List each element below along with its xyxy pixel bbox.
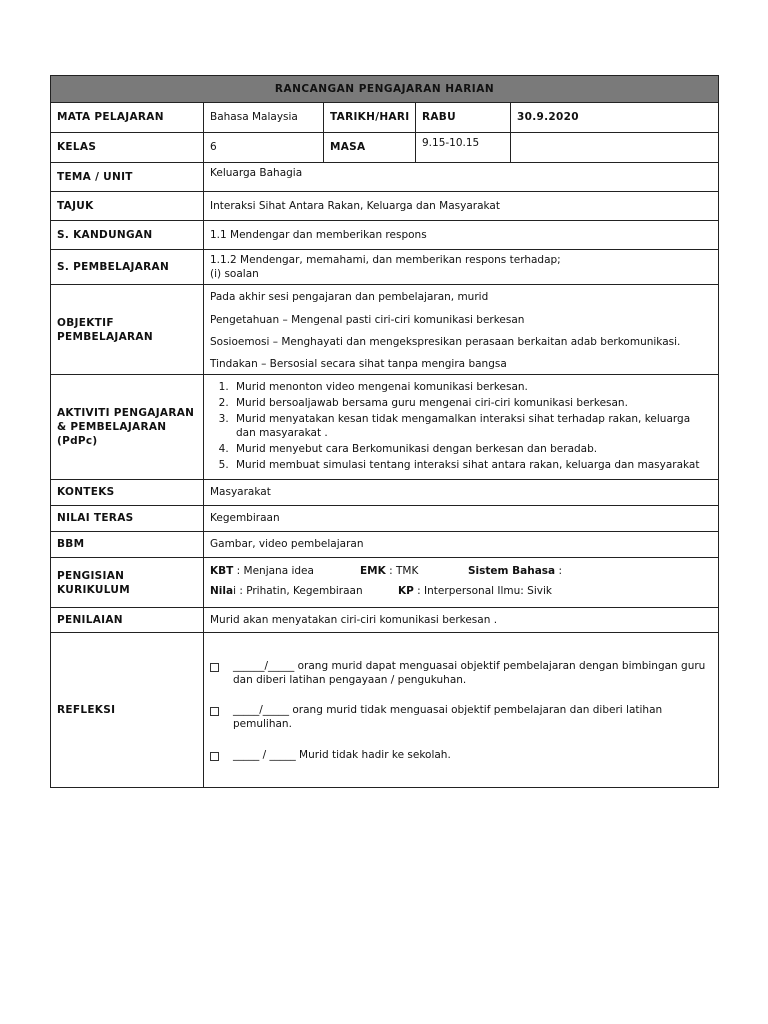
s-pembelajaran-line-2: (i) soalan xyxy=(210,268,259,281)
s-kandungan-value: 1.1 Mendengar dan memberikan respons xyxy=(204,221,719,250)
s-kandungan-label: S. KANDUNGAN xyxy=(51,221,204,250)
kp-label: KP xyxy=(398,585,414,598)
tajuk-label: TAJUK xyxy=(51,192,204,221)
objektif-line: Pengetahuan – Mengenal pasti ciri-ciri komunikasi berkesan xyxy=(210,313,525,326)
objektif-line: Pada akhir sesi pengajaran dan pembelajaran, murid xyxy=(210,291,489,304)
tema-label: TEMA / UNIT xyxy=(51,163,204,192)
tema-value: Keluarga Bahagia xyxy=(204,163,719,192)
objektif-line: Tindakan – Bersosial secara sihat tanpa mengira bangsa xyxy=(210,357,507,370)
nilai-label: Nila xyxy=(210,585,234,598)
s-pembelajaran-label: S. PEMBELAJARAN xyxy=(51,250,204,285)
emk-label: EMK xyxy=(360,565,386,578)
kbt-value: : Menjana idea xyxy=(233,565,314,578)
nilai-teras-label: NILAI TERAS xyxy=(51,506,204,532)
mata-pelajaran-value: Bahasa Malaysia xyxy=(204,103,324,133)
empty-cell xyxy=(511,133,719,163)
day-value: RABU xyxy=(416,103,511,133)
sistem-bahasa-value: : xyxy=(555,565,563,578)
tarikh-hari-label: TARIKH/HARI xyxy=(324,103,416,133)
refleksi-label: REFLEKSI xyxy=(51,633,204,788)
refleksi-item xyxy=(210,659,712,687)
lesson-plan-table xyxy=(50,75,719,788)
masa-label: MASA xyxy=(324,133,416,163)
nilai-teras-value: Kegembiraan xyxy=(204,506,719,532)
bbm-value: Gambar, video pembelajaran xyxy=(204,532,719,558)
objektif-label: OBJEKTIF PEMBELAJARAN xyxy=(51,285,204,375)
konteks-label: KONTEKS xyxy=(51,480,204,506)
date-value: 30.9.2020 xyxy=(511,103,719,133)
table-header: RANCANGAN PENGAJARAN HARIAN xyxy=(51,76,719,103)
bbm-label: BBM xyxy=(51,532,204,558)
refleksi-text: ______/_____ orang murid dapat menguasai objektif pembelajaran dengan bimbingan guru dan diberi latihan pengayaan / pengukuhan. xyxy=(233,659,706,687)
objektif-line: Sosioemosi – Menghayati dan mengekspresikan perasaan berkaitan adab berkomunikasi. xyxy=(210,335,681,348)
refleksi-text: _____/_____ orang murid tidak menguasai objektif pembelajaran dan diberi latihan pemulihan. xyxy=(233,704,663,731)
checkbox[interactable] xyxy=(210,752,219,761)
nilai-value: i : Prihatin, Kegembiraan xyxy=(233,585,363,598)
objektif-value xyxy=(204,285,719,375)
kelas-value: 6 xyxy=(204,133,324,163)
pengisian-value xyxy=(204,558,719,608)
aktiviti-value xyxy=(204,375,719,480)
kelas-label: KELAS xyxy=(51,133,204,163)
checkbox[interactable] xyxy=(210,707,219,716)
tajuk-value: Interaksi Sihat Antara Rakan, Keluarga dan Masyarakat xyxy=(204,192,719,221)
konteks-value: Masyarakat xyxy=(204,480,719,506)
mata-pelajaran-label: MATA PELAJARAN xyxy=(51,103,204,133)
emk-value: : TMK xyxy=(385,565,419,578)
list-item: 1. Murid menonton video mengenai komunikasi berkesan. xyxy=(232,380,712,394)
kurikulum-row-2 xyxy=(210,584,712,598)
penilaian-label: PENILAIAN xyxy=(51,608,204,633)
refleksi-item xyxy=(210,703,712,731)
refleksi-item xyxy=(210,748,712,762)
checkbox[interactable] xyxy=(210,663,219,672)
kbt-label: KBT xyxy=(210,565,234,578)
masa-value: 9.15-10.15 xyxy=(416,133,511,163)
s-pembelajaran-line-1: 1.1.2 Mendengar, memahami, dan memberikan respons terhadap; xyxy=(210,254,561,266)
penilaian-value: Murid akan menyatakan ciri-ciri komunikasi berkesan . xyxy=(204,608,719,633)
aktiviti-list xyxy=(210,380,712,473)
kp-value: : Interpersonal Ilmu: Sivik xyxy=(413,585,552,598)
sistem-bahasa-label: Sistem Bahasa xyxy=(468,565,556,578)
refleksi-value xyxy=(204,633,719,788)
aktiviti-label: AKTIVITI PENGAJARAN & PEMBELAJARAN (PdPc) xyxy=(51,375,204,480)
s-pembelajaran-value xyxy=(204,250,719,285)
kurikulum-row-1 xyxy=(210,564,712,578)
list-item: 5. Murid membuat simulasi tentang interaksi sihat antara rakan, keluarga dan masyarakat xyxy=(232,458,712,472)
pengisian-label: PENGISIAN KURIKULUM xyxy=(51,558,204,608)
list-item: 4. Murid menyebut cara Berkomunikasi dengan berkesan dan beradab. xyxy=(232,442,712,456)
refleksi-text: _____ / _____ Murid tidak hadir ke sekolah. xyxy=(233,748,451,761)
list-item: 2. Murid bersoaljawab bersama guru mengenai ciri-ciri komunikasi berkesan. xyxy=(232,396,712,410)
list-item: 3. Murid menyatakan kesan tidak mengamalkan interaksi sihat terhadap rakan, keluarga dan masyarakat . xyxy=(232,412,712,440)
